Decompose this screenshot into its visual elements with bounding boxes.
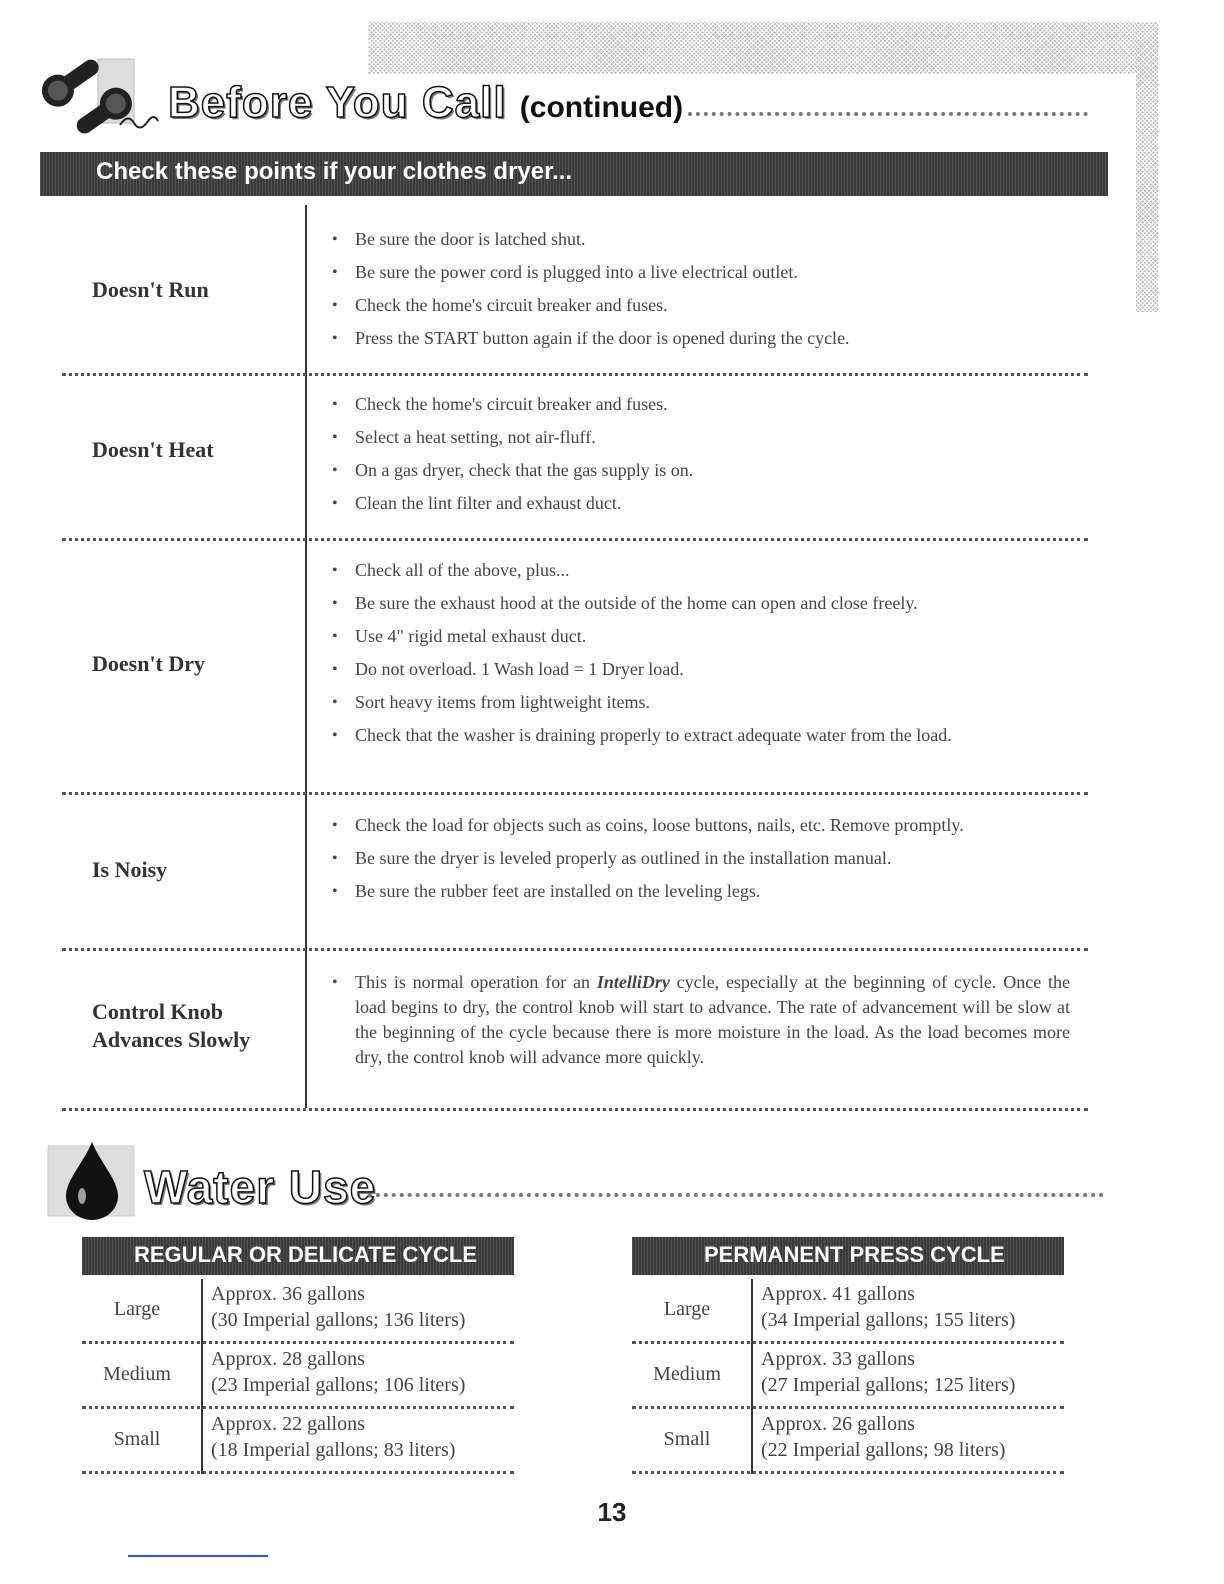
cycle-name: REGULAR OR DELICATE CYCLE: [134, 1242, 478, 1267]
header-hatch-band: [368, 22, 1156, 74]
solution-item: • Sort heavy items from lightweight items.: [330, 690, 1070, 715]
column-divider: [751, 1279, 753, 1344]
water-imperial-liters: (34 Imperial gallons; 155 liters): [761, 1309, 1016, 1331]
solution-item: [330, 970, 1070, 1070]
section-banner-text: Check these points if your clothes dryer...: [96, 158, 573, 185]
column-divider: [751, 1409, 753, 1474]
solution-item: • Check all of the above, plus...: [330, 558, 1070, 583]
trouble-row-doesnt-dry: [62, 542, 1088, 788]
footer-rule: [128, 1555, 268, 1557]
water-table-permanent-press: [632, 1237, 1064, 1474]
solution-item: • Check the load for objects such as coins, loose buttons, nails, etc. Remove promptly.: [330, 813, 1070, 838]
water-gallons: Approx. 28 gallons: [211, 1348, 365, 1370]
water-gallons: Approx. 33 gallons: [761, 1348, 915, 1370]
water-amount: [761, 1281, 1015, 1333]
load-size: Small: [663, 1428, 711, 1450]
solution-item: • Check that the washer is draining properly to extract adequate water from the load.: [330, 723, 1070, 748]
water-row-small: [632, 1409, 1064, 1474]
problem-label: [92, 650, 302, 678]
water-gallons: Approx. 26 gallons: [761, 1413, 915, 1435]
cycle-name: PERMANENT PRESS CYCLE: [704, 1242, 1005, 1267]
problem-label: [92, 998, 302, 1054]
row-separator: [62, 538, 1088, 541]
problem-line: Doesn't Heat: [92, 437, 214, 462]
water-use-title: Water Use: [144, 1161, 377, 1213]
solution-item: • Press the START button again if the door is opened during the cycle.: [330, 326, 1070, 351]
cycle-banner: [632, 1237, 1064, 1275]
water-imperial-liters: (22 Imperial gallons; 98 liters): [761, 1439, 1006, 1461]
water-amount: [761, 1411, 1005, 1463]
solution-item: • Select a heat setting, not air-fluff.: [330, 425, 1070, 450]
water-row-medium: [632, 1344, 1064, 1409]
water-gallons: Approx. 22 gallons: [211, 1413, 365, 1435]
load-size: Medium: [103, 1363, 171, 1385]
water-imperial-liters: (23 Imperial gallons; 106 liters): [211, 1374, 466, 1396]
load-size: Medium: [653, 1363, 721, 1385]
solution-item: • Check the home's circuit breaker and fuses.: [330, 392, 1070, 417]
problem-line: Doesn't Dry: [92, 651, 206, 676]
water-row-medium: [82, 1344, 514, 1409]
water-drop-icon: [44, 1140, 140, 1222]
solution-list: [330, 558, 1070, 756]
solution-item: • Clean the lint filter and exhaust duct.: [330, 491, 1070, 516]
section-banner: [40, 152, 1108, 196]
water-imperial-liters: (27 Imperial gallons; 125 liters): [761, 1374, 1016, 1396]
water-gallons: Approx. 36 gallons: [211, 1283, 365, 1305]
solution-item: • Be sure the exhaust hood at the outside of the home can open and close freely.: [330, 591, 1070, 616]
page-title-text: Before You Call: [168, 78, 507, 127]
solution-text-start: This is normal operation for an: [355, 972, 597, 992]
trouble-row-doesnt-heat: [62, 376, 1088, 536]
load-size: Large: [113, 1298, 161, 1320]
problem-line: Is Noisy: [92, 857, 168, 882]
side-hatch-band: [1136, 22, 1158, 312]
problem-line: Control Knob: [92, 999, 224, 1024]
solution-item: • Be sure the dryer is leveled properly as outlined in the installation manual.: [330, 846, 1070, 871]
page-title: [168, 78, 683, 128]
column-divider: [201, 1409, 203, 1474]
water-amount: [211, 1346, 465, 1398]
title-leader-dots: [688, 112, 1088, 116]
trouble-row-doesnt-run: [62, 200, 1088, 370]
solution-item: • Be sure the power cord is plugged into a live electrical outlet.: [330, 260, 1070, 285]
solution-item: • Check the home's circuit breaker and fuses.: [330, 293, 1070, 318]
load-size: Small: [113, 1428, 161, 1450]
page-title-suffix: (continued): [519, 91, 684, 124]
problem-label: [92, 436, 302, 464]
solution-list: [330, 813, 1070, 912]
solution-item: • Use 4" rigid metal exhaust duct.: [330, 624, 1070, 649]
water-imperial-liters: (18 Imperial gallons; 83 liters): [211, 1439, 456, 1461]
column-divider: [201, 1279, 203, 1344]
trouble-row-is-noisy: [62, 796, 1088, 946]
water-table-regular: [82, 1237, 514, 1474]
water-title-leader-dots: [368, 1193, 1104, 1197]
solution-item: • Be sure the door is latched shut.: [330, 227, 1070, 252]
water-amount: [211, 1281, 465, 1333]
solution-item: • Do not overload. 1 Wash load = 1 Dryer load.: [330, 657, 1070, 682]
water-amount: [761, 1346, 1015, 1398]
problem-line: Doesn't Run: [92, 277, 209, 302]
solution-text-end: cycle, especially at the beginning of cycle. Once the load begins to dry, the control knob will start to advance. The rate of advancement will be slow at the beginning of the cycle because there is more moisture in the load. As the load becomes more dry, the control knob will advance more quickly.: [355, 972, 1070, 1067]
solution-item: • Be sure the rubber feet are installed on the leveling legs.: [330, 879, 1070, 904]
row-separator: [62, 948, 1088, 951]
solution-list: [330, 392, 1070, 524]
trouble-row-control-knob: [62, 952, 1088, 1102]
water-row-large: [82, 1279, 514, 1344]
intellidry-term: IntelliDry: [596, 972, 670, 992]
water-amount: [211, 1411, 455, 1463]
cycle-banner: [82, 1237, 514, 1275]
problem-label: [92, 276, 302, 304]
problem-line: Advances Slowly: [92, 1027, 251, 1052]
solution-item: • On a gas dryer, check that the gas supply is on.: [330, 458, 1070, 483]
column-divider: [201, 1344, 203, 1409]
row-separator: [62, 792, 1088, 795]
column-divider: [751, 1344, 753, 1409]
load-size: Large: [663, 1298, 711, 1320]
telephone-icon: [40, 55, 160, 145]
water-row-small: [82, 1409, 514, 1474]
row-separator: [62, 1108, 1088, 1111]
solution-list: [330, 970, 1070, 1078]
page-number: 13: [597, 1497, 627, 1527]
water-gallons: Approx. 41 gallons: [761, 1283, 915, 1305]
problem-label: [92, 856, 302, 884]
water-imperial-liters: (30 Imperial gallons; 136 liters): [211, 1309, 466, 1331]
solution-list: [330, 227, 1070, 359]
water-row-large: [632, 1279, 1064, 1344]
